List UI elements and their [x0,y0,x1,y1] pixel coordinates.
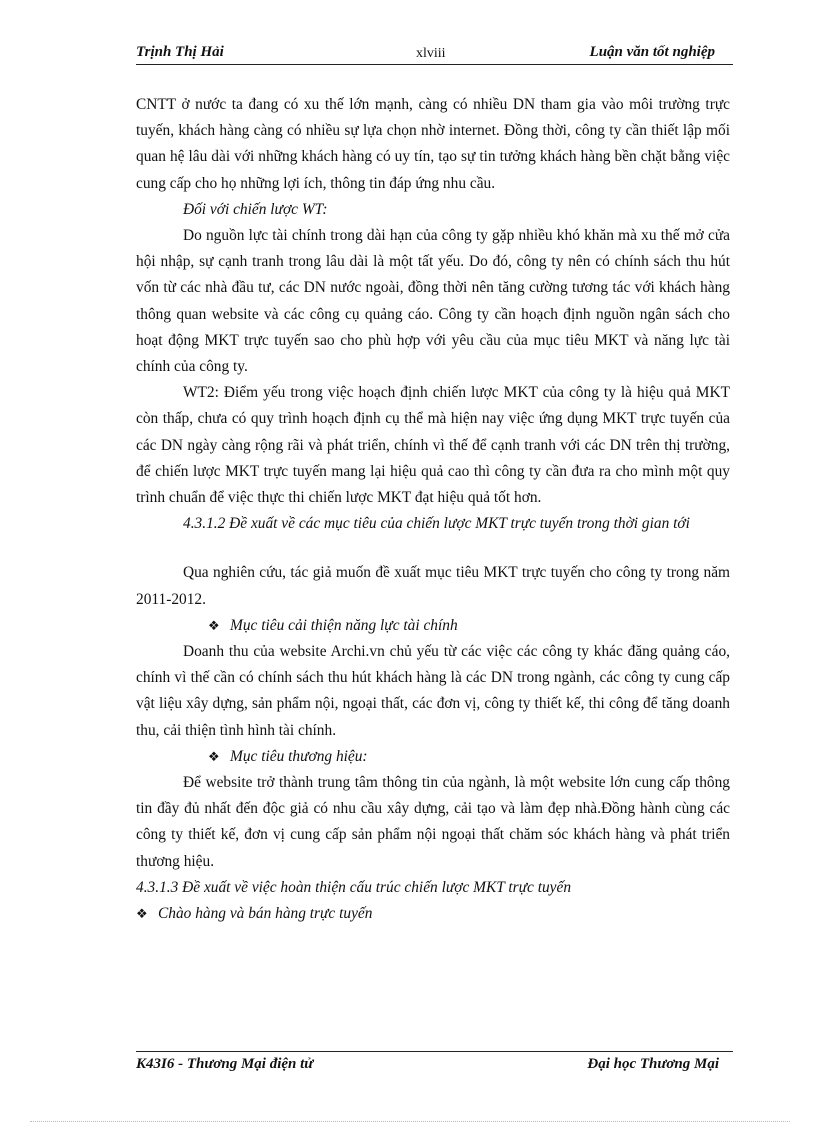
paragraph-wt-finance: Do nguồn lực tài chính trong dài hạn của công ty gặp nhiều khó khăn mà xu thế mở cửa hội nhập, sự cạnh tranh trong lâu dài là một tất yếu. Do đó, công ty nên có chính sách thu hút vốn từ các nhà đầu tư, các DN nước ngoài, đồng thời nên tăng cường tương tác với khách hàng thông quan website và các công cụ quảng cáo. Công ty cần hoạch định nguồn ngân sách cho hoạt động MKT trực tuyến sao cho phù hợp với yêu cầu của mục tiêu MKT và năng lực tài chính của công ty. [136,227,730,376]
page-edge-divider [30,1121,790,1122]
footer-class-label: K43I6 - Thương Mại điện tử [136,1056,314,1072]
paragraph-wt2: WT2: Điểm yếu trong việc hoạch định chiến lược MKT của công ty là hiệu quả MKT còn thấp, chưa có quy trình hoạch định cụ thể mà hiện nay việc ứng dụng MKT trực tuyến của các DN ngày càng rộng rãi và phát triển, chính vì thế để cạnh tranh với các DN trên thị trường, để chiến lược MKT trực tuyến mang lại hiệu quả cao thì công ty cần đưa ra cho mình một quy trình chuẩn để việc thực thi chiến lược MKT đạt hiệu quả tốt hơn. [136,384,730,507]
diamond-dots-bullet-icon: ❖ [136,906,148,922]
diamond-dots-bullet-icon: ❖ [208,748,220,764]
bullet-brand-goal-text: Mục tiêu thương hiệu: [230,747,368,765]
header-thesis-label: Luận văn tốt nghiệp [589,44,715,60]
bullet-finance-goal-text: Mục tiêu cải thiện năng lực tài chính [230,616,458,634]
section-heading-4313: 4.3.1.3 Đề xuất về việc hoàn thiện cấu trúc chiến lược MKT trực tuyến [136,878,572,896]
paragraph-cntt: CNTT ở nước ta đang có xu thế lớn mạnh, càng có nhiều DN tham gia vào môi trường trực tuyến, khách hàng càng có nhiều sự lựa chọn nhờ internet. Đồng thời, công ty cần thiết lập mối quan hệ lâu dài với những khách hàng có uy tín, tạo sự tin tưởng khách hàng bền chặt bằng việc cung cấp cho họ những lợi ích, thông tin đáp ứng nhu cầu. [136,96,730,192]
footer-university: Đại học Thương Mại [587,1056,719,1072]
bullet-finance-goal [136,613,730,639]
paragraph-research-goal: Qua nghiên cứu, tác giả muốn đề xuất mục tiêu MKT trực tuyến cho công ty trong năm 2011-2012. [136,564,730,608]
page-footer [136,1051,733,1078]
paragraph-brand: Để website trở thành trung tâm thông tin của ngành, là một website lớn cung cấp thông tin đầy đủ nhất đến độc giả có nhu cầu xây dựng, cải tạo và làm đẹp nhà.Đồng hành cùng các công ty thiết kế, đơn vị cung cấp sản phẩm nội ngoại thất chăm sóc khách hàng và phát triển thương hiệu. [136,774,730,870]
document-body [136,92,730,927]
spacer [136,537,730,560]
page-header [136,42,733,65]
bullet-online-sales [136,901,730,927]
bullet-brand-goal [136,744,730,770]
header-page-number: xlviii [416,46,446,61]
wt-strategy-heading: Đối với chiến lược WT: [183,200,328,218]
bullet-online-sales-text: Chào hàng và bán hàng trực tuyến [158,905,373,923]
header-author: Trịnh Thị Hải [136,44,224,60]
paragraph-revenue: Doanh thu của website Archi.vn chủ yếu từ các việc các công ty khác đăng quảng cáo, chính vì thế cần có chính sách thu hút khách hàng là các DN trong ngành, các công ty cung cấp vật liệu xây dựng, sản phẩm nội, ngoại thất, các đơn vị, công ty thiết kế, thi công để tăng doanh thu, cải thiện tình hình tài chính. [136,643,730,739]
diamond-dots-bullet-icon: ❖ [208,617,220,633]
section-heading-4312: 4.3.1.2 Đề xuất về các mục tiêu của chiến lược MKT trực tuyến trong thời gian tới [183,515,690,533]
